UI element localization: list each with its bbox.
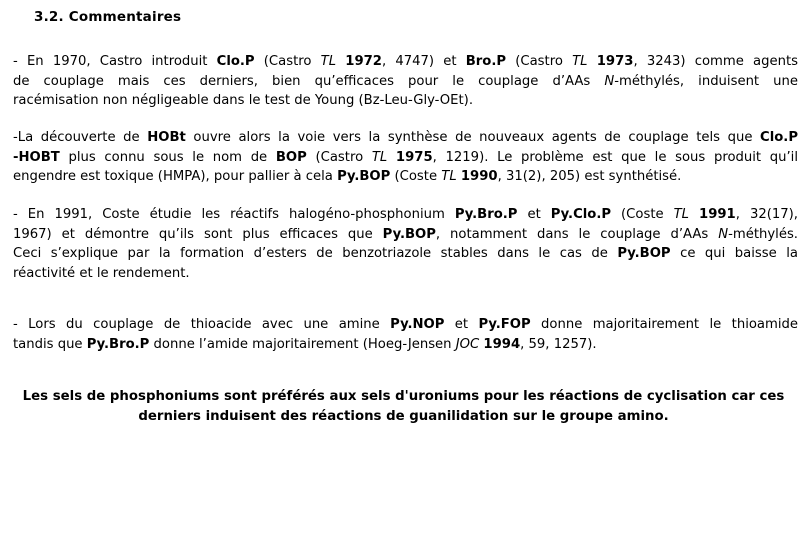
text — [387, 150, 396, 165]
text: , notamment dans le couplage d’AAs — [435, 226, 719, 242]
text: engendre est toxique (HMPA), pour pallier à cela — [13, 169, 338, 184]
text-line — [13, 225, 798, 245]
text: - Lors du couplage de thioacide avec une amine — [13, 317, 391, 332]
text: de couplage mais ces derniers, bien qu’efficaces pour le couplage d’AAs — [13, 73, 605, 89]
text — [588, 54, 597, 69]
text-line — [13, 52, 798, 72]
italic-n: N — [604, 73, 615, 89]
text: donne majoritairement le thioamide — [530, 317, 799, 332]
journal-abbrev: JOC — [455, 336, 480, 352]
reagent-name: BOP — [275, 149, 307, 165]
year: 1994 — [483, 336, 521, 352]
reagent-name: Py.BOP — [617, 246, 671, 261]
text: - En 1970, Castro introduit — [13, 54, 217, 69]
conclusion — [6, 387, 801, 426]
journal-abbrev: TL — [371, 149, 388, 165]
text-line — [13, 128, 798, 148]
text: tandis que — [13, 336, 87, 352]
text: -méthylés. — [728, 226, 799, 242]
text: (Castro — [506, 54, 573, 69]
section-title: 3.2. Commentaires — [34, 9, 182, 25]
text: , 3243) comme agents — [633, 54, 798, 69]
text: 1967) et démontre qu’ils sont plus efficaces que — [13, 226, 383, 242]
text: - En 1991, Coste étudie les réactifs halogéno-phosphonium — [13, 207, 455, 222]
text: -La découverte de — [13, 130, 148, 145]
text: donne l’amide majoritairement (Hoeg-Jensen — [149, 336, 456, 352]
paragraph-hobt-discovery — [13, 128, 798, 187]
paragraph-thioacide — [13, 315, 798, 354]
text-line — [13, 205, 798, 225]
reagent-name: Py.NOP — [390, 317, 445, 332]
reagent-name: Py.Clo.P — [550, 207, 612, 222]
reagent-name: -HOBT — [13, 149, 60, 165]
text-line — [13, 72, 798, 92]
journal-abbrev: TL — [572, 54, 588, 69]
italic-n: N — [718, 226, 729, 242]
text — [336, 54, 345, 69]
text: , 32(17), — [735, 207, 798, 222]
reagent-name: HOBt — [147, 130, 186, 145]
year: 1991 — [699, 207, 736, 222]
text: (Coste — [390, 169, 442, 184]
text — [689, 207, 699, 222]
text-line — [13, 148, 798, 168]
text: et — [444, 317, 479, 332]
paragraph-coste-1991 — [13, 205, 798, 283]
reagent-name: Bro.P — [465, 54, 507, 69]
year: 1975 — [395, 149, 433, 165]
text-line — [13, 315, 798, 335]
text-line: réactivité et le rendement. — [13, 265, 190, 281]
text: (Castro — [254, 54, 321, 69]
text: , 59, 1257). — [520, 336, 597, 352]
year: 1972 — [345, 54, 382, 69]
journal-abbrev: TL — [320, 54, 337, 69]
text-line — [13, 244, 798, 264]
reagent-name: Clo.P — [760, 130, 798, 145]
text-line: racémisation non négligeable dans le test de Young (Bz-Leu-Gly-OEt). — [13, 93, 474, 108]
reagent-name: Py.FOP — [478, 317, 531, 332]
reagent-name: Py.BOP — [337, 169, 391, 184]
year: 1973 — [596, 54, 634, 69]
conclusion-line: Les sels de phosphoniums sont préférés aux sels d'uroniums pour les réactions de cyclisation car ces — [22, 389, 785, 404]
text: ouvre alors la voie vers la synthèse de nouveaux agents de couplage tels que — [185, 130, 761, 145]
reagent-name: Clo.P — [216, 54, 255, 69]
text: (Castro — [306, 149, 372, 165]
text: et — [517, 207, 551, 222]
text: ce qui baisse la — [670, 246, 798, 261]
text: , 31(2), 205) est synthétisé. — [497, 169, 682, 184]
text: , 4747) et — [381, 54, 466, 69]
text: (Coste — [611, 207, 674, 222]
journal-abbrev: TL — [441, 169, 457, 184]
reagent-name: Py.Bro.P — [454, 207, 518, 222]
year: 1990 — [460, 169, 498, 184]
text: -méthylés, induisent une — [614, 73, 798, 89]
text: , 1219). Le problème est que le sous produit qu’il — [432, 149, 799, 165]
text-line — [13, 167, 798, 187]
text: plus connu sous le nom de — [59, 149, 276, 165]
reagent-name: Py.BOP — [382, 226, 436, 242]
conclusion-line: derniers induisent des réactions de guanilidation sur le groupe amino. — [138, 408, 669, 424]
journal-abbrev: TL — [673, 207, 690, 222]
paragraph-castro-1970 — [13, 52, 798, 111]
text: Ceci s’explique par la formation d’esters de benzotriazole stables dans le cas de — [13, 246, 618, 261]
reagent-name: Py.Bro.P — [86, 336, 150, 352]
text-line — [13, 335, 798, 355]
